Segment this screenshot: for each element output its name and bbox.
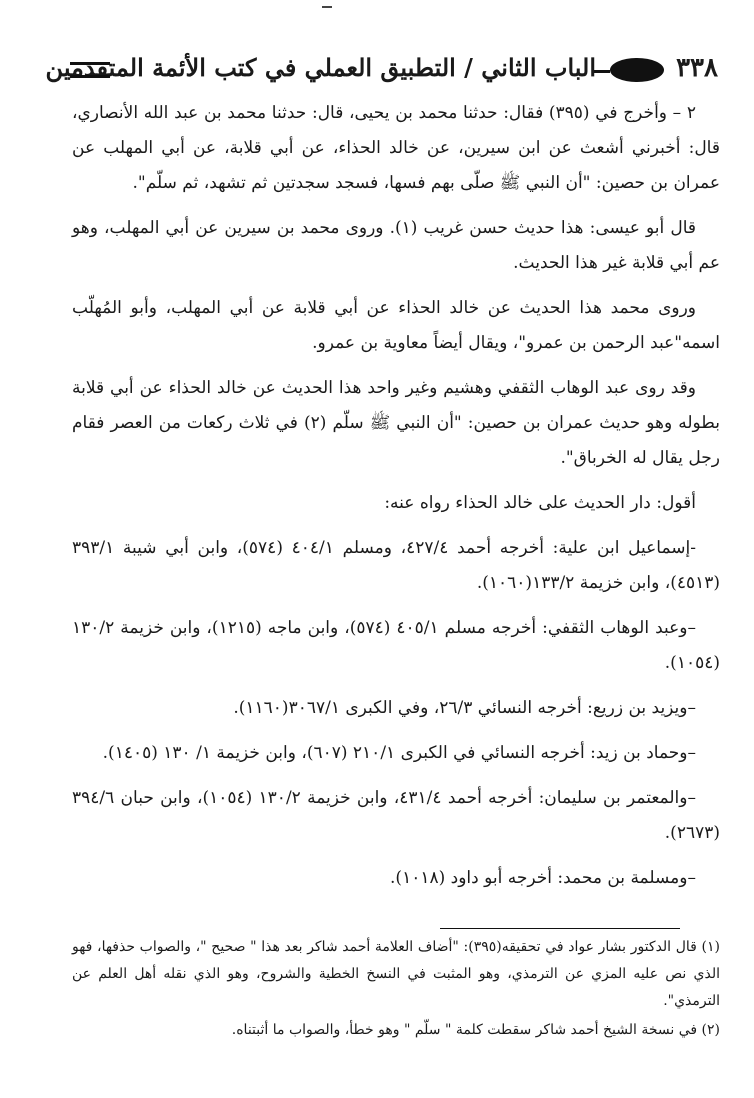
paragraph: أقول: دار الحديث على خالد الحذاء رواه عنه: [384,493,696,513]
main-text [72,96,720,906]
citation-line: –والمعتمر بن سليمان: أخرجه أحمد ٤٣١/٤، وابن خزيمة ١٣٠/٢ (١٠٥٤)، وابن حبان ٣٩٤/٦ (٢٦٧٣). [72,788,720,843]
header-rule-short [594,70,610,74]
citation-line: -إسماعيل ابن علية: أخرجه أحمد ٤٢٧/٤، ومسلم ٤٠٤/١ (٥٧٤)، وابن أبي شيبة ٣٩٣/١ (٤٥١٣)، وابن خزيمة ١٣٣/٢(١٠٦٠). [72,538,720,593]
footnote: (١) قال الدكتور بشار عواد في تحقيقه(٣٩٥): "أضاف العلامة أحمد شاكر بعد هذا " صحيح "، والصواب حذفها، فهو الذي نص عليه المزي عن الترمذي، وهو المثبت في النسخ الخطية والشروح، وهو الذي نقله أهل العلم عن الترمذي". [72,939,720,1009]
citation-line: –ومسلمة بن محمد: أخرجه أبو داود (١٠١٨). [390,868,696,888]
citation-line: –ويزيد بن زريع: أخرجه النسائي ٢٦/٣، وفي الكبرى ٣٠٦٧/١(١١٦٠). [233,698,696,718]
page-number: ٣٣٨ [676,53,718,83]
paragraph: وقد روى عبد الوهاب الثقفي وهشيم وغير واحد هذا الحديث عن خالد الحذاء عن أبي قلابة بطوله وهو حديث عمران بن حصين: "أن النبي ﷺ سلّم (٢) في ثلاث ركعات من العصر فقام رجل يقال له الخرباق". [72,378,720,468]
citation-line: –وعبد الوهاب الثقفي: أخرجه مسلم ٤٠٥/١ (٥٧٤)، وابن ماجه (١٢١٥)، وابن خزيمة ١٣٠/٢ (١٠٥٤). [72,618,720,673]
paragraph: قال أبو عيسى: هذا حديث حسن غريب (١). وروى محمد بن سيرين عن أبي المهلب، وهو عم أبي قلابة غير هذا الحديث. [72,218,720,273]
paragraph: وروى محمد هذا الحديث عن خالد الحذاء عن أبي قلابة عن أبي المهلب، وأبو المُهلّب اسمه"عبد الرحمن بن عمرو"، ويقال أيضاً معاوية بن عمرو. [72,298,720,353]
footnotes [72,934,720,1046]
footnote-separator [440,928,680,929]
top-mark [322,6,332,8]
page-header [45,48,718,90]
footnote: (٢) في نسخة الشيخ أحمد شاكر سقطت كلمة " سلّم " وهو خطأ، والصواب ما أثبتناه. [231,1022,720,1038]
header-ornament [610,58,664,82]
citation-line: –وحماد بن زيد: أخرجه النسائي في الكبرى ٢١٠/١ (٦٠٧)، وابن خزيمة ١/ ١٣٠ (١٤٠٥). [102,743,696,763]
running-title: الباب الثاني / التطبيق العملي في كتب الأئمة المتقدمين [45,53,596,82]
header-rule-double [70,62,110,78]
paragraph: ٢ – وأخرج في (٣٩٥) فقال: حدثنا محمد بن يحيى، قال: حدثنا محمد بن عبد الله الأنصاري، قال: أخبرني أشعث عن ابن سيرين، عن خالد الحذاء، عن أبي قلابة، عن أبي المهلب عن عمران بن حصين: "أن النبي ﷺ صلّى بهم فسها، فسجد سجدتين ثم تشهد، ثم سلّم". [72,103,720,193]
